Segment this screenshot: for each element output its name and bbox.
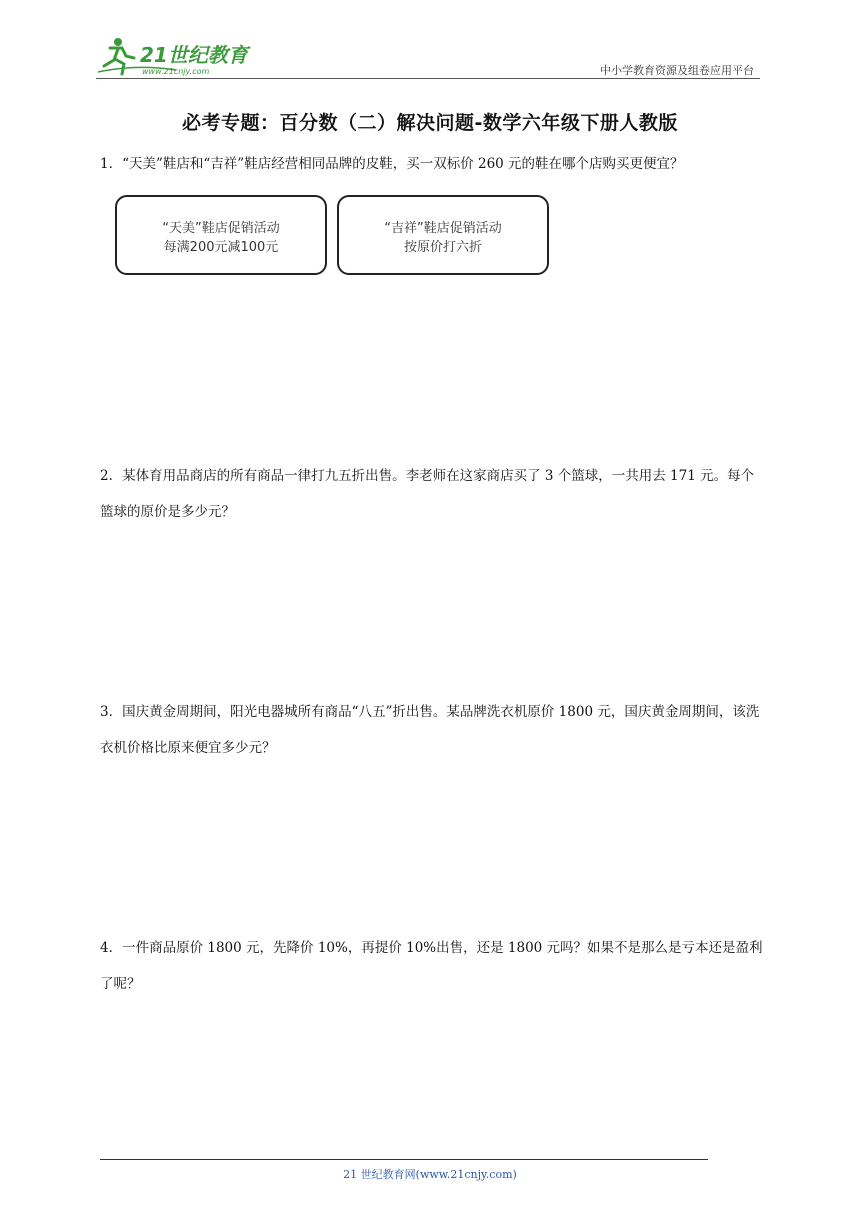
question-3: 3．国庆黄金周期间，阳光电器城所有商品“八五”折出售。某品牌洗衣机原价 1800 元，国庆黄金周期间，该洗衣机价格比原来便宜多少元？ [100, 704, 760, 756]
svg-text:www.21cnjy.com: www.21cnjy.com [142, 67, 210, 76]
promo-title: “天美”鞋店促销活动 [162, 221, 280, 236]
platform-label: 中小学教育资源及组卷应用平台 [600, 64, 754, 77]
question-4: 4．一件商品原价 1800 元，先降价 10%，再提价 10%出售，还是 1800 元吗？如果不是那么是亏本还是盈利了呢？ [100, 940, 763, 992]
page-header [96, 30, 760, 80]
promo-rule: 每满200元减100元 [163, 240, 279, 255]
promo-box-jixiang [337, 195, 549, 275]
footer-link[interactable]: 21 世纪教育网(www.21cnjy.com) [343, 1168, 517, 1181]
page-title: 必考专题：百分数（二）解决问题-数学六年级下册人教版 [182, 112, 678, 134]
question-2: 2．某体育用品商店的所有商品一律打九五折出售。李老师在这家商店买了 3 个篮球，一共用去 171 元。每个篮球的原价是多少元？ [100, 468, 755, 520]
header-divider [96, 78, 760, 79]
svg-text:21世纪教育: 21世纪教育 [140, 43, 248, 67]
footer-divider [100, 1159, 708, 1160]
promo-title: “吉祥”鞋店促销活动 [384, 221, 502, 236]
question-1: 1．“天美”鞋店和“吉祥”鞋店经营相同品牌的皮鞋，买一双标价 260 元的鞋在哪个店购买更便宜？ [100, 156, 684, 172]
promo-rule: 按原价打六折 [403, 240, 482, 255]
logo-icon [96, 34, 266, 78]
promo-box-tianmei [115, 195, 327, 275]
